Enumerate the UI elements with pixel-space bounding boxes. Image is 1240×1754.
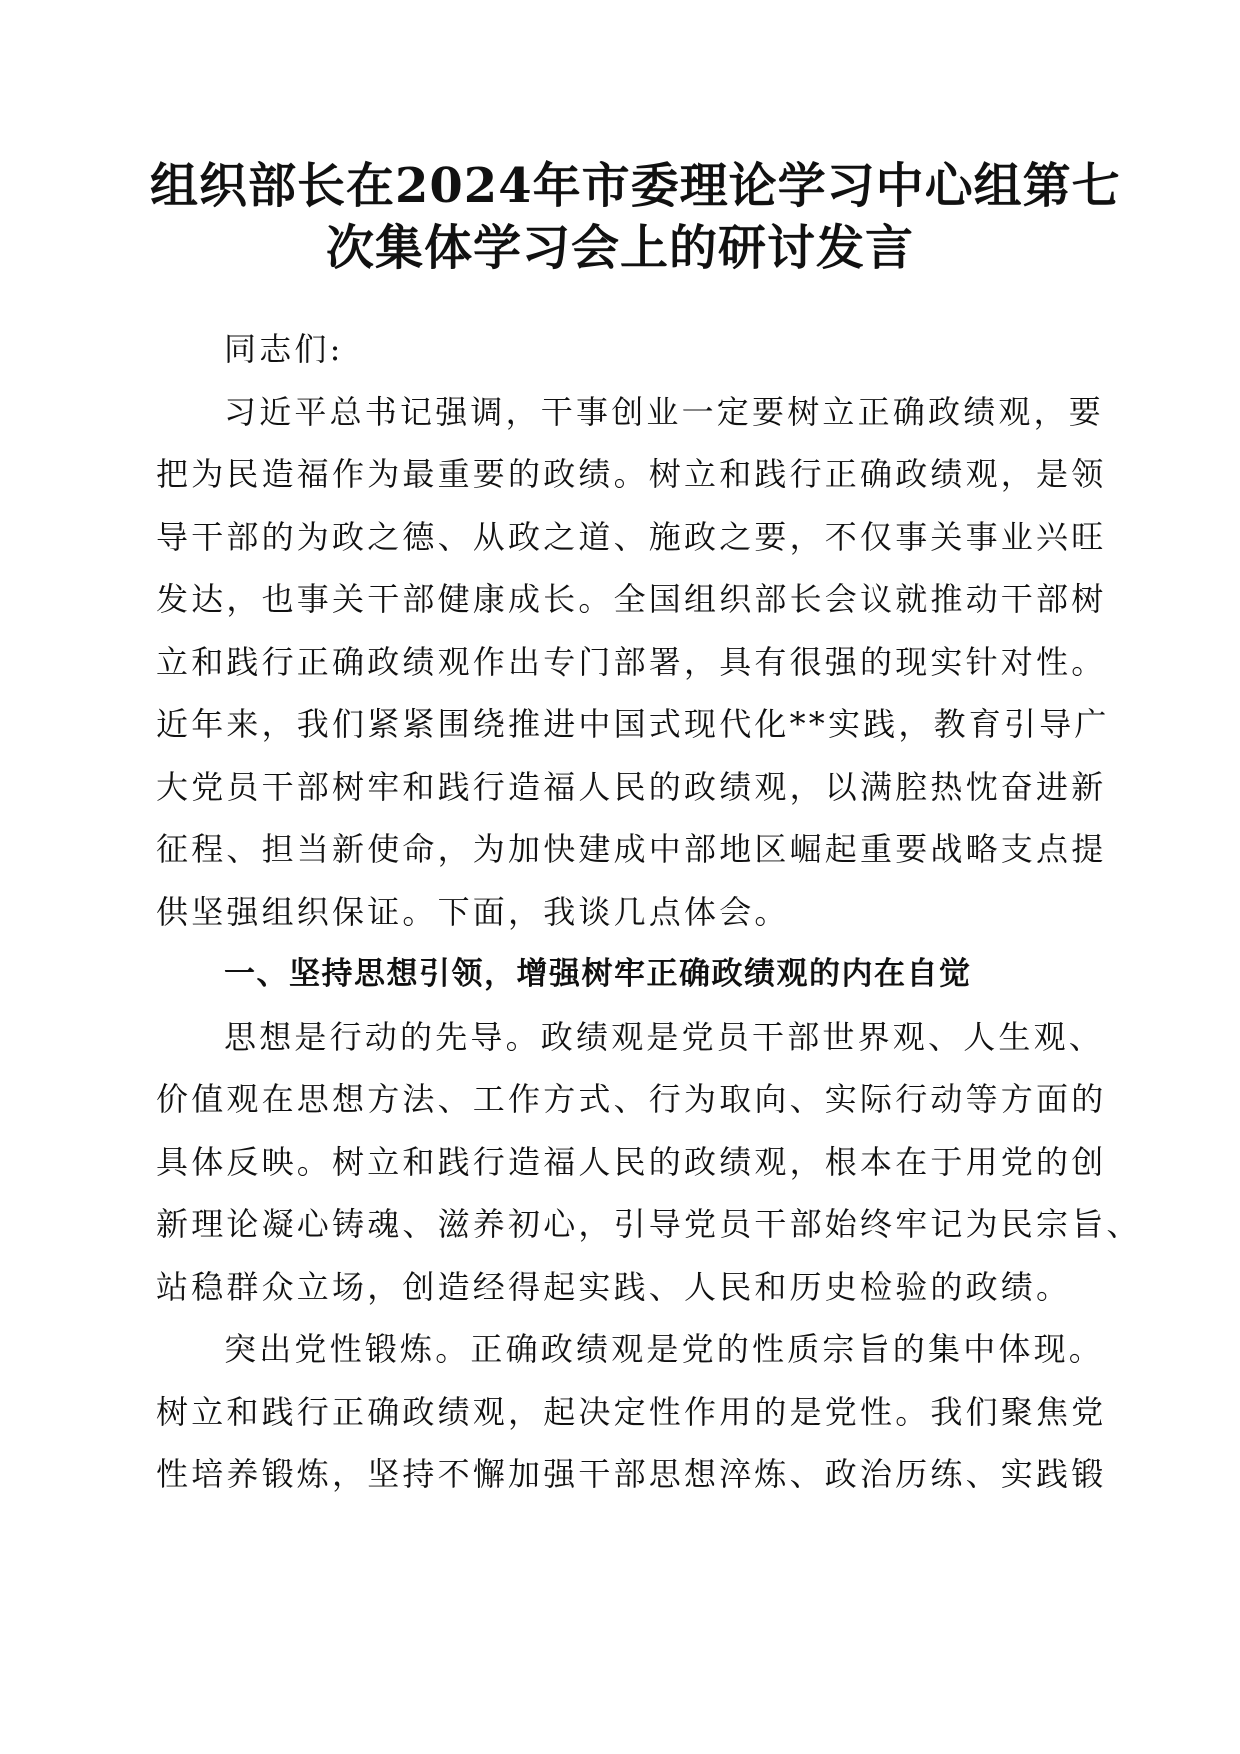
- text-line: 树立和践行正确政绩观，起决定性作用的是党性。我们聚焦党: [156, 1392, 1107, 1431]
- salutation: 同志们:: [224, 330, 344, 368]
- title-line-2: 次集体学习会上的研讨发言: [325, 220, 914, 276]
- text-line: 把为民造福作为最重要的政绩。树立和践行正确政绩观，是领: [156, 455, 1107, 493]
- text-line: 大党员干部树牢和践行造福人民的政绩观，以满腔热忱奋进新: [156, 767, 1107, 806]
- document-body: [156, 318, 1142, 1506]
- text-line: 征程、担当新使命，为加快建成中部地区崛起重要战略支点提: [156, 830, 1107, 868]
- text-line: 具体反映。树立和践行造福人民的政绩观，根本在于用党的创: [156, 1142, 1107, 1181]
- text-line: 性培养锻炼，坚持不懈加强干部思想淬炼、政治历练、实践锻: [156, 1455, 1107, 1493]
- text-line: 发达，也事关干部健康成长。全国组织部长会议就推动干部树: [156, 580, 1107, 618]
- text-line: 思想是行动的先导。政绩观是党员干部世界观、人生观、: [224, 1017, 1105, 1056]
- text-line: 近年来，我们紧紧围绕推进中国式现代化**实践，教育引导广: [156, 705, 1110, 743]
- text-line: 导干部的为政之德、从政之道、施政之要，不仅事关事业兴旺: [156, 517, 1107, 556]
- title-line-1: 组织部长在2024年市委理论学习中心组第七: [150, 158, 1121, 214]
- text-line: 供坚强组织保证。下面，我谈几点体会。: [156, 892, 790, 931]
- text-line: 新理论凝心铸魂、滋养初心，引导党员干部始终牢记为民宗旨、: [156, 1205, 1142, 1243]
- text-line: 立和践行正确政绩观作出专门部署，具有很强的现实针对性。: [156, 642, 1107, 681]
- section-heading-1: 一、坚持思想引领，增强树牢正确政绩观的内在自觉: [224, 956, 972, 992]
- text-line: 价值观在思想方法、工作方式、行为取向、实际行动等方面的: [156, 1080, 1107, 1118]
- section-1-paragraph-2: [156, 1318, 1107, 1506]
- text-line: 习近平总书记强调，干事创业一定要树立正确政绩观，要: [224, 392, 1105, 431]
- intro-paragraph: [156, 381, 1110, 944]
- text-line: 突出党性锻炼。正确政绩观是党的性质宗旨的集中体现。: [224, 1330, 1105, 1368]
- text-line: 站稳群众立场，创造经得起实践、人民和历史检验的政绩。: [156, 1267, 1072, 1306]
- document-title: [150, 155, 1121, 279]
- section-1-paragraph-1: [156, 1006, 1142, 1319]
